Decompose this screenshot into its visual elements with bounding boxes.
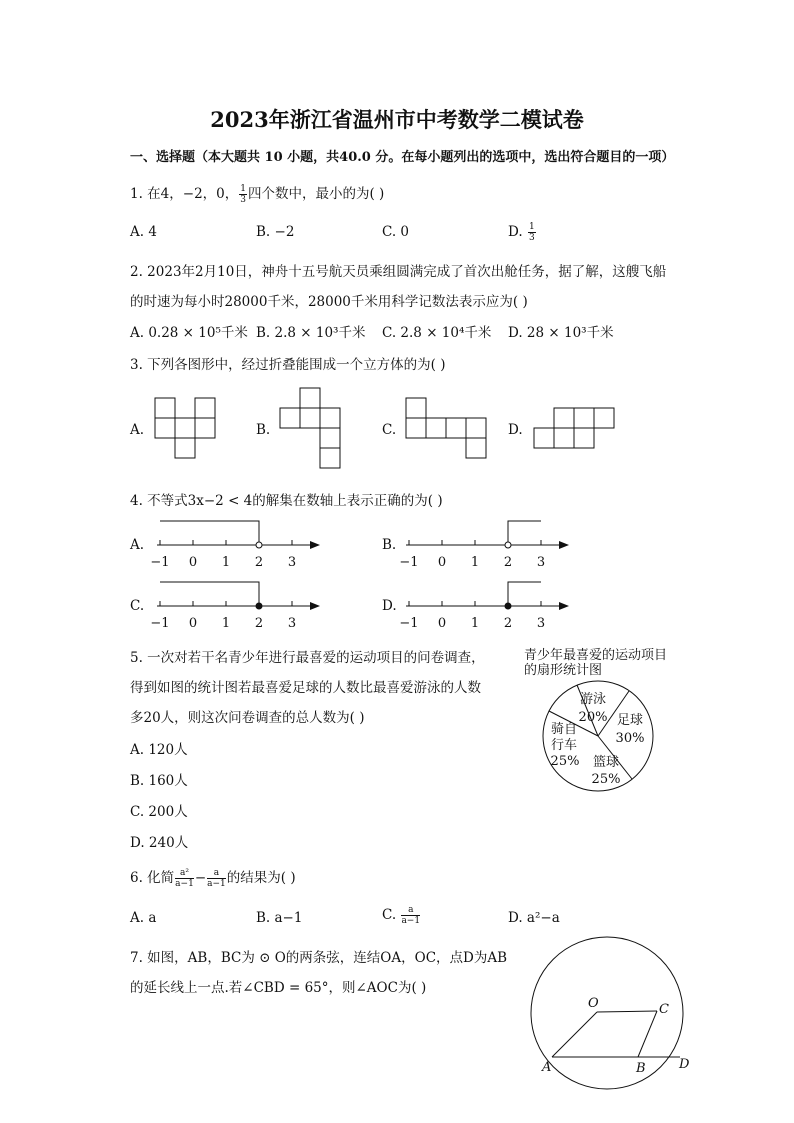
q4-label-b: B. xyxy=(382,537,397,553)
tick-label-a: −1 xyxy=(150,555,170,570)
segment-oa xyxy=(552,1012,597,1057)
tick-label-d: −1 xyxy=(399,616,419,631)
slice-basketball-label: 篮球 xyxy=(592,755,620,770)
section-heading: 一、选择题（本大题共 10 小题，共40.0 分。在每小题列出的选项中，选出符合题目的一项） xyxy=(130,150,675,165)
q1-option-b: B. −2 xyxy=(256,224,295,240)
slice-swim-pct: 20% xyxy=(578,710,608,725)
tick-label-b: −1 xyxy=(399,555,419,570)
q2-option-d: D. 28 × 10³千米 xyxy=(508,325,614,341)
tick-label-b: 3 xyxy=(536,555,546,570)
slice-football-pct: 30% xyxy=(615,731,645,746)
tick-label-c: 1 xyxy=(221,616,231,631)
q1-fraction: $\frac{1}{3}$ xyxy=(240,184,246,205)
q1-option-a: A. 4 xyxy=(130,224,157,240)
q4-label-d: D. xyxy=(382,598,397,614)
tick-label-d: 2 xyxy=(503,616,513,631)
q1-option-c: C. 0 xyxy=(382,224,410,240)
slice-football-label: 足球 xyxy=(616,713,644,728)
tick-label-d: 3 xyxy=(536,616,546,631)
tick-label-b: 0 xyxy=(437,555,447,570)
q1-option-d: D. $\frac{1}{3}$ xyxy=(508,222,535,243)
q2-option-c: C. 2.8 × 10⁴千米 xyxy=(382,325,492,341)
question-2-line1: 2. 2023年2月10日，神舟十五号航天员乘组圆满完成了首次出舱任务，据了解，这艘飞船 xyxy=(130,264,667,280)
q6-option-a: A. a xyxy=(130,910,157,926)
slice-cycling-pct: 25% xyxy=(550,754,580,769)
tick-label-b: 1 xyxy=(470,555,480,570)
page-title: 2023年浙江省温州市中考数学二模试卷 xyxy=(210,107,584,132)
tick-label-c: 2 xyxy=(254,616,264,631)
tick-label-c: 3 xyxy=(287,616,297,631)
slice-cycling-label2: 行车 xyxy=(550,738,578,753)
q1-text-post: 四个数中，最小的为( ) xyxy=(248,186,385,202)
tick-label-c: −1 xyxy=(150,616,170,631)
pie-chart-title: 青少年最喜爱的运动项目 的扇形统计图 xyxy=(524,648,668,678)
tick-label-d: 1 xyxy=(470,616,480,631)
segment-bc xyxy=(638,1011,657,1057)
q5-option-c: C. 200人 xyxy=(130,804,188,820)
question-2-line2: 的时速为每小时28000千米，28000千米用科学记数法表示应为( ) xyxy=(130,294,528,310)
point-b-label: B xyxy=(636,1061,646,1076)
q1-text-pre: 1. 在4，−2，0， xyxy=(130,186,239,202)
slice-swim-label: 游泳 xyxy=(579,692,607,707)
q3-label-a: A. xyxy=(130,422,145,438)
q3-label-b: B. xyxy=(256,422,271,438)
question-5-line2: 得到如图的统计图若最喜爱足球的人数比最喜爱游泳的人数 xyxy=(130,680,481,696)
q2-option-a: A. 0.28 × 10⁵千米 xyxy=(130,325,248,341)
point-o-label: O xyxy=(588,996,599,1011)
q4-label-a: A. xyxy=(130,537,145,553)
tick-label-b: 2 xyxy=(503,555,513,570)
q6-option-c: C. $\frac{a}{a-1}$ xyxy=(382,905,421,926)
q5-option-a: A. 120人 xyxy=(130,742,188,758)
tick-label-d: 0 xyxy=(437,616,447,631)
tick-label-c: 0 xyxy=(188,616,198,631)
tick-label-a: 1 xyxy=(221,555,231,570)
q4-label-c: C. xyxy=(130,598,145,614)
q5-option-d: D. 240人 xyxy=(130,835,189,851)
q6-option-d: D. a²−a xyxy=(508,910,560,926)
question-3: 3. 下列各图形中，经过折叠能围成一个立方体的为( ) xyxy=(130,357,446,373)
question-7-line2: 的延长线上一点.若∠CBD = 65°，则∠AOC为( ) xyxy=(130,980,427,996)
point-d-label: D xyxy=(679,1057,690,1072)
question-6: 6. 化简 $\frac{\text{a²}}{a-1}$ − $\frac{a}{a-1}$ 的结果为( ) xyxy=(130,868,296,889)
question-7-line1: 7. 如图，AB，BC为 ⊙ O的两条弦，连结OA，OC，点D为AB xyxy=(130,950,508,966)
question-4: 4. 不等式3x−2 < 4的解集在数轴上表示正确的为( ) xyxy=(130,493,443,509)
q5-option-b: B. 160人 xyxy=(130,773,188,789)
q3-label-d: D. xyxy=(508,422,523,438)
tick-label-a: 0 xyxy=(188,555,198,570)
point-c-label: C xyxy=(659,1002,669,1017)
q2-option-b: B. 2.8 × 10³千米 xyxy=(256,325,366,341)
question-5-line3: 多20人，则这次问卷调查的总人数为( ) xyxy=(130,710,365,726)
question-5-line1: 5. 一次对若干名青少年进行最喜爱的运动项目的问卷调查， xyxy=(130,650,485,666)
slice-basketball-pct: 25% xyxy=(591,772,621,787)
tick-label-a: 2 xyxy=(254,555,264,570)
q6-option-b: B. a−1 xyxy=(256,910,303,926)
slice-cycling-label1: 骑自 xyxy=(550,722,578,737)
segment-oc xyxy=(597,1011,657,1012)
point-a-label: A xyxy=(542,1060,552,1075)
q3-label-c: C. xyxy=(382,422,397,438)
tick-label-a: 3 xyxy=(287,555,297,570)
